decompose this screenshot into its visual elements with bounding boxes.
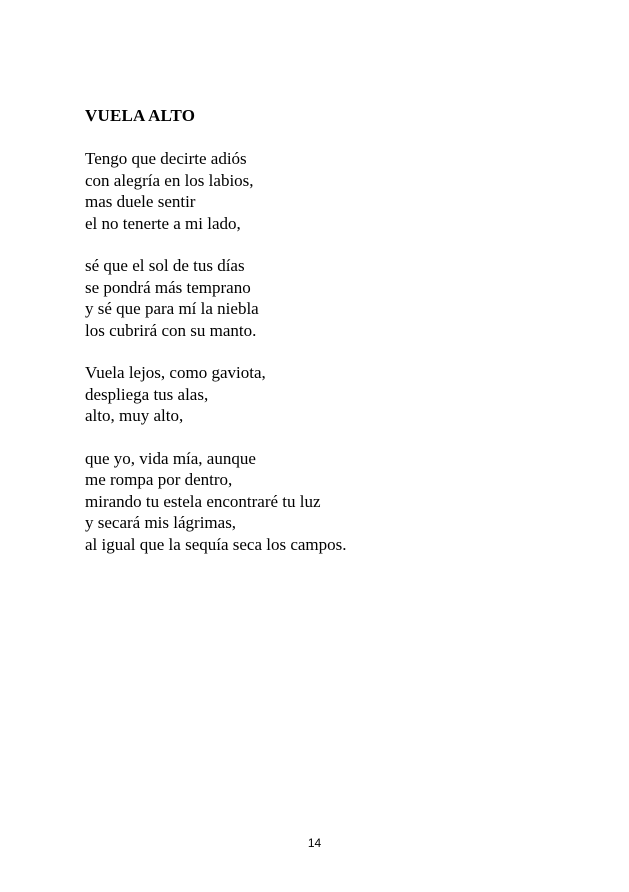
poem-line: Vuela lejos, como gaviota, (85, 363, 266, 382)
poem-line: alto, muy alto, (85, 406, 184, 425)
poem-line: y sé que para mí la niebla (85, 299, 259, 318)
poem-line: mirando tu estela encontraré tu luz (85, 491, 321, 511)
poem-line: y secará mis lágrimas, (85, 513, 237, 532)
stanza-2 (85, 255, 605, 341)
poem-line: el no tenerte a mi lado, (85, 213, 241, 233)
poem-line: con alegría en los labios, (85, 170, 254, 190)
poem-line: los cubrirá con su manto. (85, 320, 257, 340)
stanza-1 (85, 148, 605, 234)
poem-line: sé que el sol de tus días (85, 256, 245, 275)
stanza-3 (85, 362, 605, 427)
poem-line: despliega tus alas, (85, 384, 209, 404)
poem-line: se pondrá más temprano (85, 277, 251, 297)
poem-line: que yo, vida mía, aunque (85, 448, 256, 468)
poem-title: VUELA ALTO (85, 106, 196, 125)
poem-line: mas duele sentir (85, 192, 196, 211)
stanza-4 (85, 448, 605, 556)
poem-line: me rompa por dentro, (85, 470, 233, 489)
poem-body (85, 148, 605, 576)
poem-line: al igual que la sequía seca los campos. (85, 534, 347, 554)
poem-line: Tengo que decirte adiós (85, 149, 247, 168)
page-number: 14 (307, 836, 322, 850)
